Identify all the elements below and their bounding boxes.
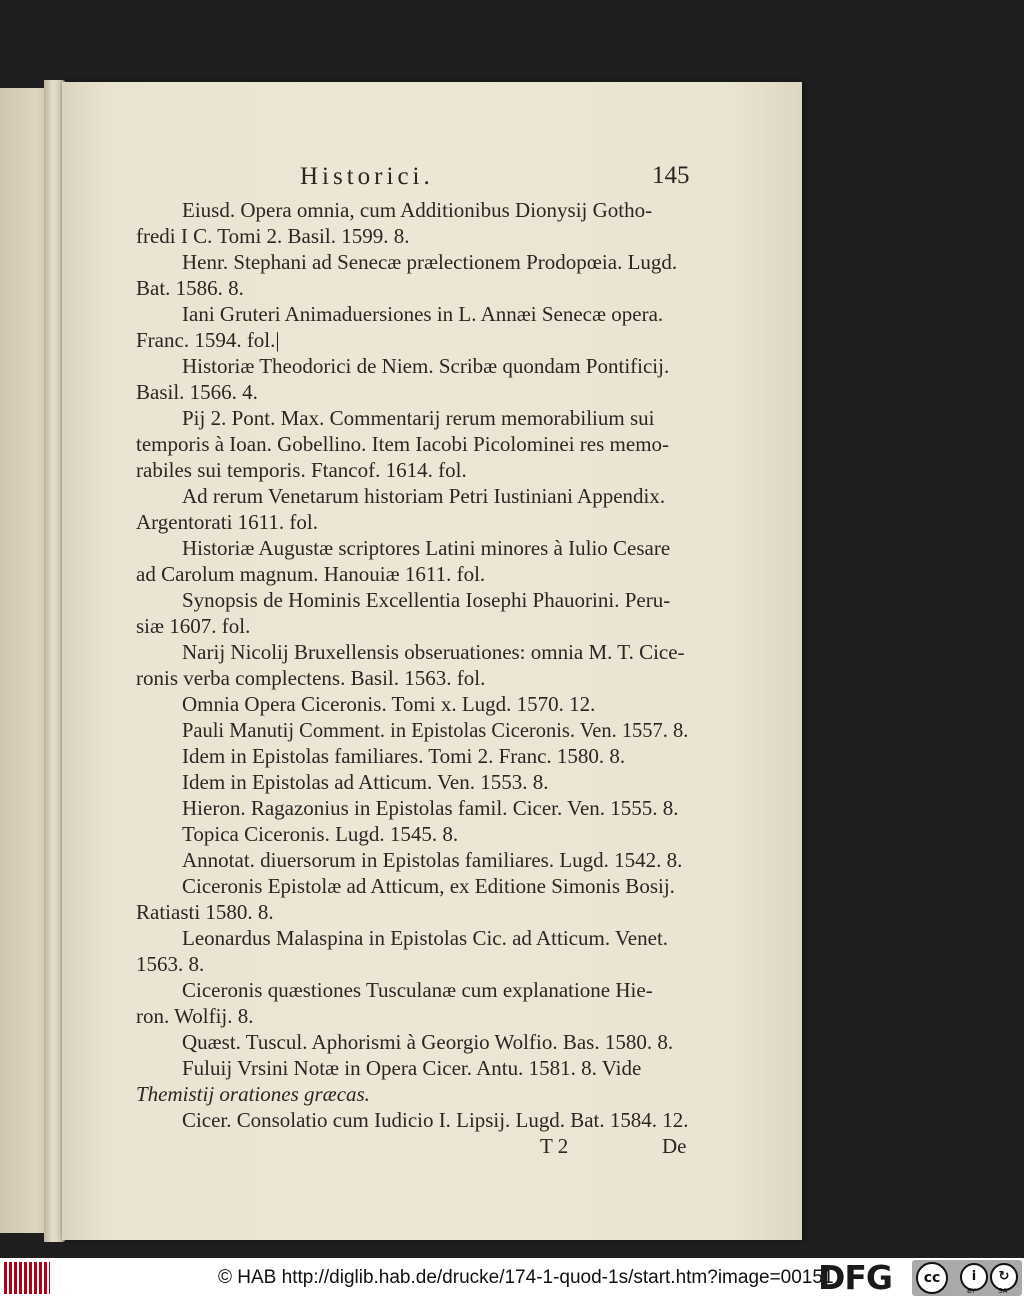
cc-by-label: BY: [967, 1287, 976, 1295]
text-line: Idem in Epistolas ad Atticum. Ven. 1553. 8.: [182, 770, 549, 794]
text-line: ronis verba complectens. Basil. 1563. fol.: [136, 666, 486, 690]
creative-commons-icon: cc: [916, 1262, 948, 1294]
text-line: Bat. 1586. 8.: [136, 276, 244, 300]
text-line: siæ 1607. fol.: [136, 614, 251, 638]
text-line: Quæst. Tuscul. Aphorismi à Georgio Wolfio. Bas. 1580. 8.: [182, 1030, 674, 1054]
text-line: Hieron. Ragazonius in Epistolas famil. Cicer. Ven. 1555. 8.: [182, 796, 679, 820]
barcode-icon: [4, 1262, 50, 1294]
text-line: rabiles sui temporis. Ftancof. 1614. fol.: [136, 458, 467, 482]
text-line: ron. Wolfij. 8.: [136, 1004, 254, 1028]
text-line: Pij 2. Pont. Max. Commentarij rerum memorabilium sui: [182, 406, 655, 430]
text-line: 1563. 8.: [136, 952, 205, 976]
text-line: Franc. 1594. fol.|: [136, 328, 280, 352]
cc-sa-label: SA: [998, 1287, 1008, 1295]
text-line: fredi I C. Tomi 2. Basil. 1599. 8.: [136, 224, 410, 248]
page-number: 145: [652, 162, 690, 189]
viewer-footer: [0, 1258, 1024, 1298]
text-line: Ratiasti 1580. 8.: [136, 900, 274, 924]
dfg-logo: DFG: [818, 1258, 893, 1297]
signature-mark: T 2: [540, 1134, 569, 1158]
text-line: Topica Ciceronis. Lugd. 1545. 8.: [182, 822, 459, 846]
text-line: Fuluij Vrsini Notæ in Opera Cicer. Antu. 1581. 8. Vide: [182, 1056, 642, 1080]
text-line: Ciceronis quæstiones Tusculanæ cum explanatione Hie-: [182, 978, 653, 1002]
text-line: Pauli Manutij Comment. in Epistolas Ciceronis. Ven. 1557. 8.: [182, 718, 689, 742]
text-line: Iani Gruteri Animaduersiones in L. Annæi Senecæ opera.: [182, 302, 664, 326]
text-line: Narij Nicolij Bruxellensis obseruationes: omnia M. T. Cice-: [182, 640, 685, 664]
running-head: Historici.: [300, 163, 434, 190]
text-line: Themistij orationes græcas.: [136, 1082, 370, 1106]
text-line: ad Carolum magnum. Hanouiæ 1611. fol.: [136, 562, 486, 586]
text-line: Idem in Epistolas familiares. Tomi 2. Franc. 1580. 8.: [182, 744, 626, 768]
text-line: temporis à Ioan. Gobellino. Item Iacobi Picolominei res memo-: [136, 432, 670, 456]
text-line: Annotat. diuersorum in Epistolas familiares. Lugd. 1542. 8.: [182, 848, 683, 872]
text-line: Basil. 1566. 4.: [136, 380, 258, 404]
text-line: Leonardus Malaspina in Epistolas Cic. ad Atticum. Venet.: [182, 926, 669, 950]
text-line: Henr. Stephani ad Senecæ prælectionem Prodopœia. Lugd.: [182, 250, 678, 274]
attribution-icon: i: [960, 1263, 988, 1291]
catchword: De: [662, 1134, 687, 1158]
share-alike-icon: ↻: [990, 1263, 1018, 1291]
source-link[interactable]: © HAB http://diglib.hab.de/drucke/174-1-quod-1s/start.htm?image=00151: [218, 1267, 834, 1288]
text-line: Ciceronis Epistolæ ad Atticum, ex Editione Simonis Bosij.: [182, 874, 675, 898]
text-line: Eiusd. Opera omnia, cum Additionibus Dionysij Gotho-: [182, 198, 653, 222]
text-line: Historiæ Augustæ scriptores Latini minores à Iulio Cesare: [182, 536, 671, 560]
text-line: Ad rerum Venetarum historiam Petri Iustiniani Appendix.: [182, 484, 666, 508]
cc-license-badge[interactable]: [912, 1260, 1022, 1296]
text-line: Argentorati 1611. fol.: [136, 510, 318, 534]
text-line: Omnia Opera Ciceronis. Tomi x. Lugd. 1570. 12.: [182, 692, 596, 716]
text-line: Cicer. Consolatio cum Iudicio I. Lipsij. Lugd. Bat. 1584. 12.: [182, 1108, 689, 1132]
text-line: Synopsis de Hominis Excellentia Iosephi Phauorini. Peru-: [182, 588, 671, 612]
text-line: Historiæ Theodorici de Niem. Scribæ quondam Pontificij.: [182, 354, 670, 378]
